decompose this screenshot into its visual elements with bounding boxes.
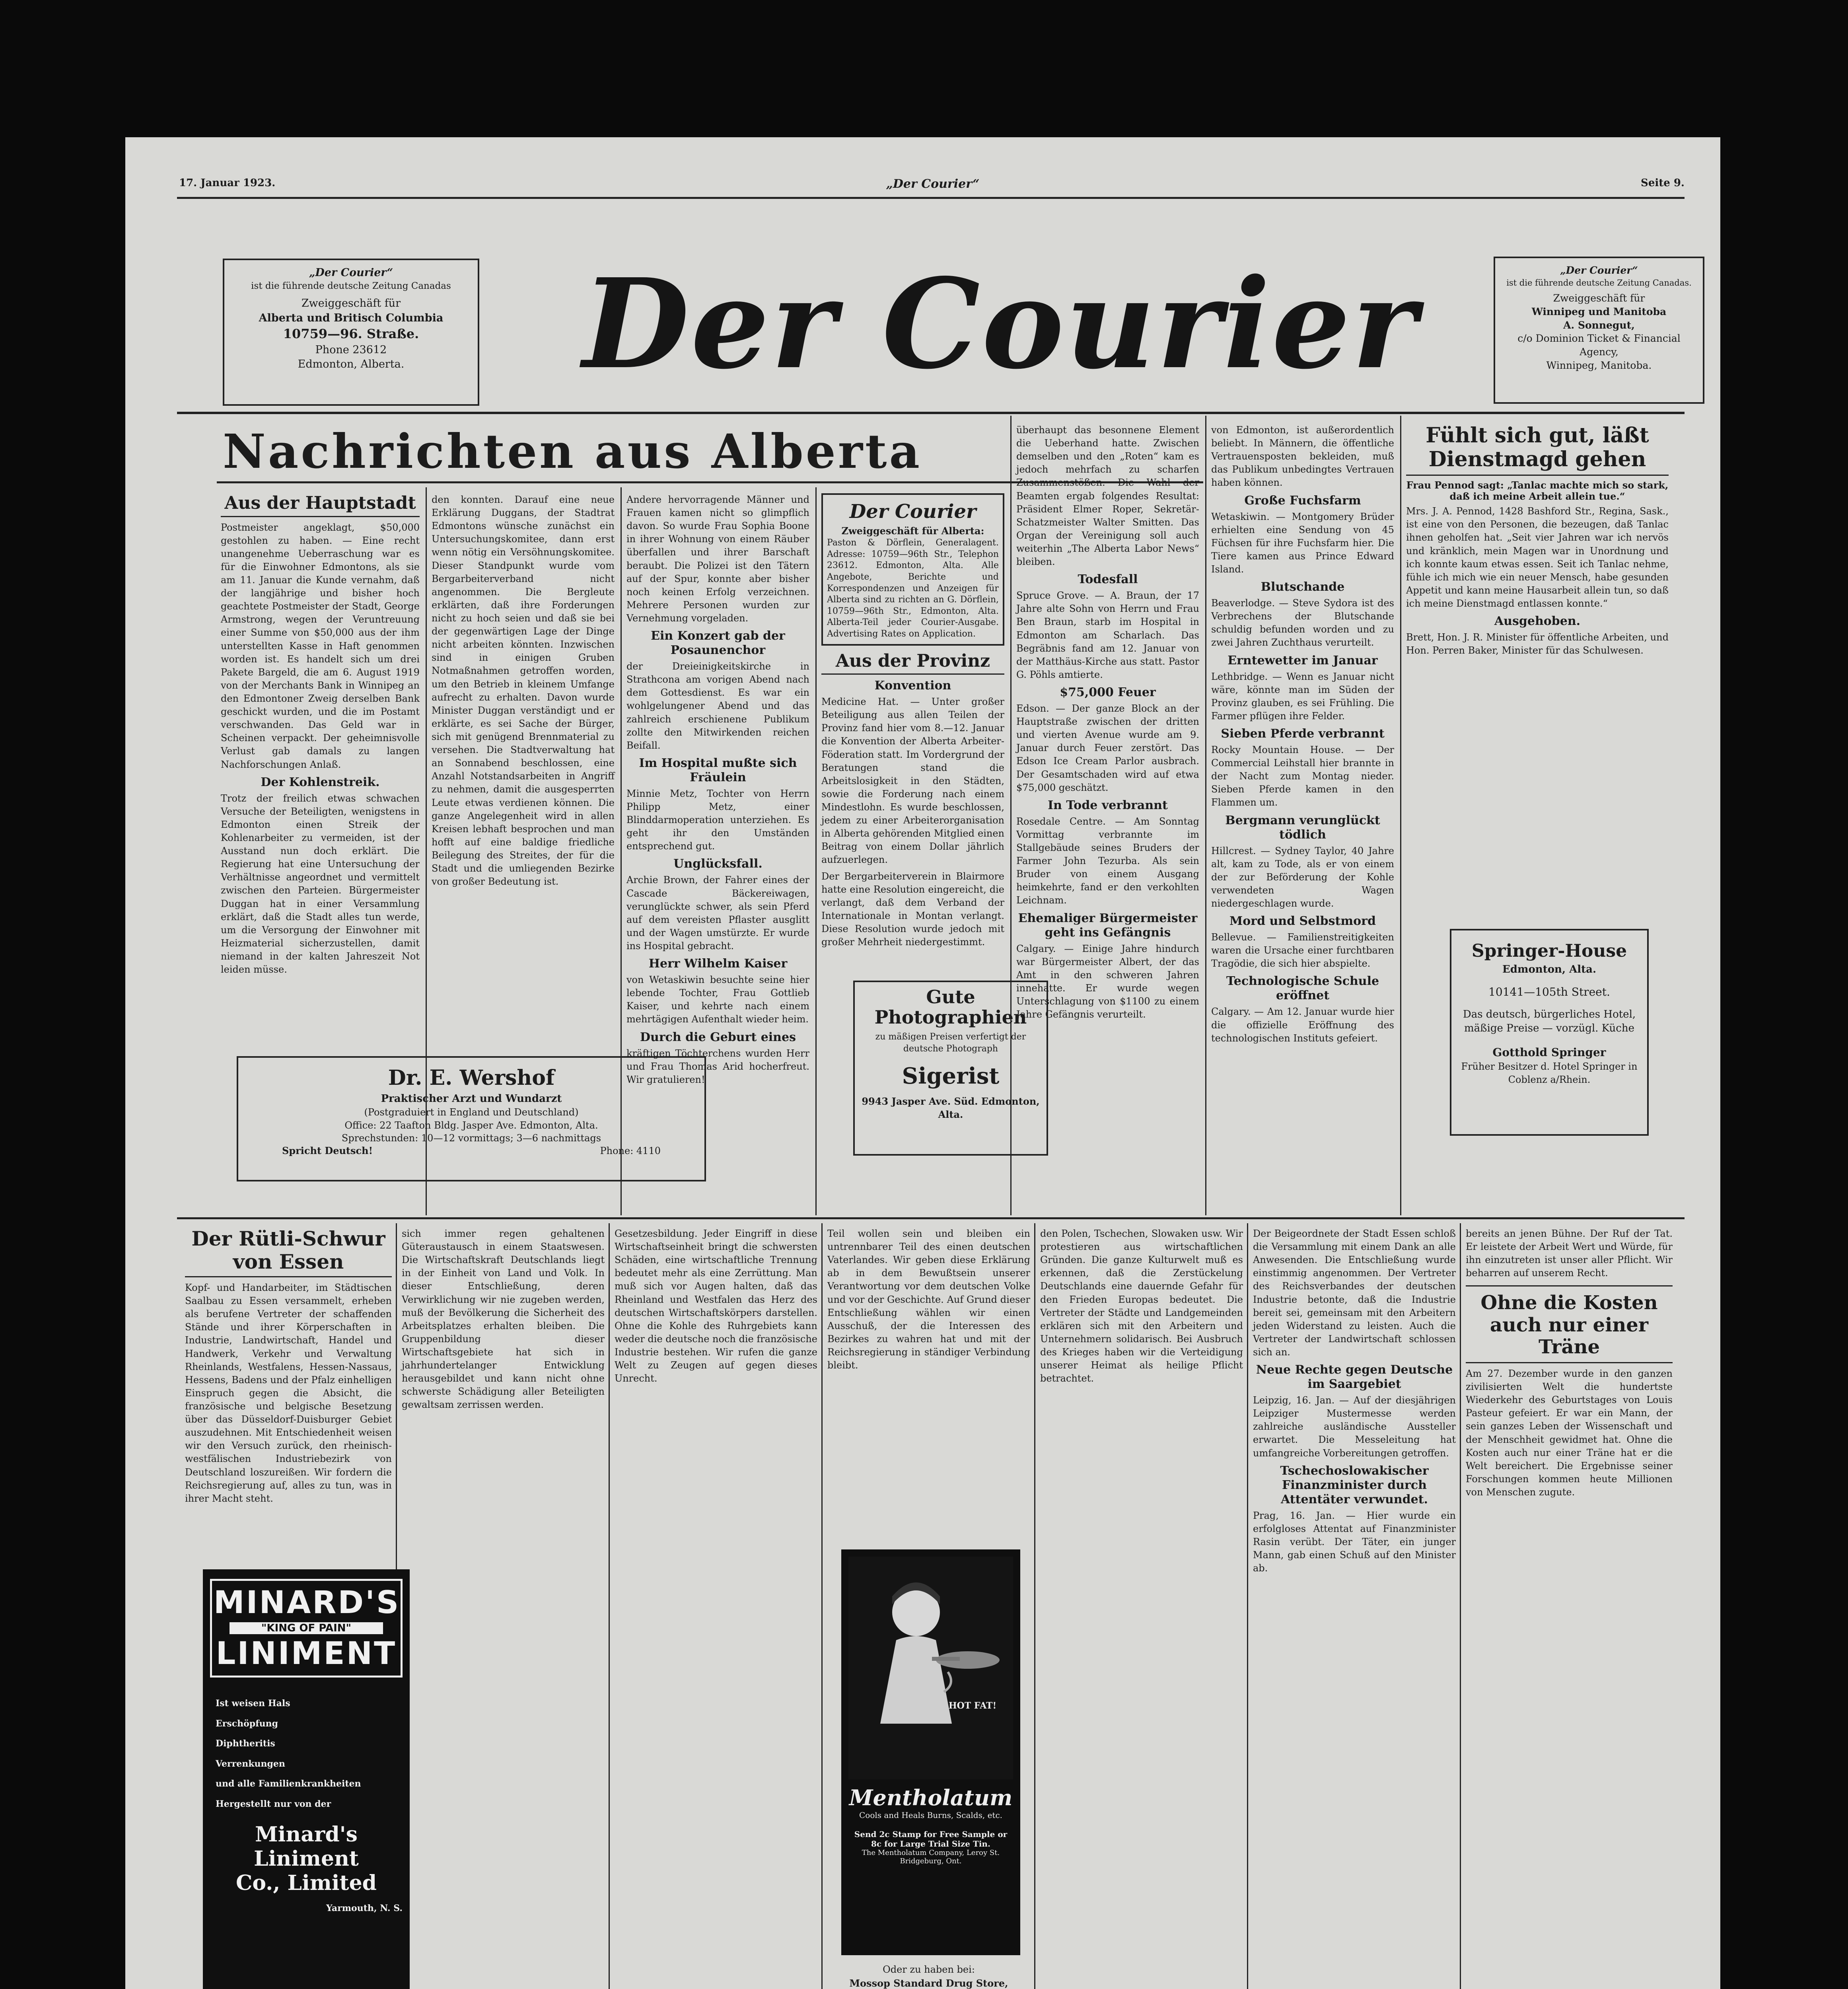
article-text: Wetaskiwin. — Montgomery Brüder erhielten eine Sendung von 45 Füchsen für ihre Fuchsfarm hier. Die Tiere kamen aus Prince Edward Island. <box>1211 511 1394 575</box>
ad-line: und alle Familienkrankheiten <box>216 1779 361 1789</box>
article-text: Trotz der freilich etwas schwachen Versuche der Beteiligten, wenigstens in Edmonton einen Streik der Kohlenarbeiter zu vermeiden, ist der Ausstand nun doch erklärt. Die Regierung hat eine Untersuchung der Verhältnisse angeordnet und vermittelt zwischen den Parteien. Bürgermeister Duggan hat in einer Versammlung erklärt, daß die Stadt alles tun werde, um die Versorgung der Einwohner mit Heizmaterial sicherzustellen, damit niemand in der kalten Jahreszeit Not leiden müsse. <box>221 792 420 975</box>
running-title: „Der Courier“ <box>886 177 980 191</box>
lower-column-5 <box>1040 1227 1243 1989</box>
courier-info-box <box>821 493 1004 646</box>
column-5 <box>1016 424 1199 1203</box>
ad-line: Co., Limited <box>235 1870 377 1895</box>
ad-line: (Postgraduiert in England und Deutschland) <box>364 1107 579 1118</box>
article-text: von Wetaskiwin besuchte seine hier lebende Tochter, Frau Gottlieb Kaiser, und kehrte nach einem mehrtägigen Aufenthalt wieder heim. <box>626 974 809 1025</box>
box-text: Paston & Dörflein, Generalagent. Adresse: 10759—96th Str., Telephon 23612. Edmonton, Alta. Alle Angebote, Berichte und Korrespondenzen und Anzeigen für Alberta sind zu richten an G. Dörflein, 10759—96th Str., Edmonton, Alta. Alberta-Teil jeder Courier-Ausgabe. Advertising Rates on Application. <box>827 538 999 639</box>
article-text: Hillcrest. — Sydney Taylor, 40 Jahre alt, kam zu Tode, als er von einem der zur Beförderung der Kohle verwendeten Wagen niedergeschlagen wurde. <box>1211 845 1394 909</box>
ear-right-line: Zweiggeschäft für <box>1553 292 1645 304</box>
ear-right-line: Winnipeg und Manitoba <box>1531 306 1667 317</box>
article-subheading: Durch die Geburt eines <box>640 1030 796 1044</box>
issue-date: 17. Januar 1923. <box>179 177 276 189</box>
article-text: Der Bergarbeiterverein in Blairmore hatte eine Resolution eingereicht, die verlangt, daß dem Verband der Internationale in Montan verlangt. Diese Resolution wurde jedoch mit großer Mehrheit niedergestimmt. <box>821 870 1004 948</box>
article-text: Bellevue. — Familienstreitigkeiten waren die Ursache einer furchtbaren Tragödie, die sich hier abspielte. <box>1211 932 1394 969</box>
column-4 <box>821 493 1004 948</box>
article-text: von Edmonton, ist außerordentlich beliebt. In Männern, die öffentliche Vertrauensposten bekleiden, muß das Publikum unbedingtes Vertrauen haben können. <box>1211 424 1394 488</box>
article-text: Prag, 16. Jan. — Hier wurde ein erfolgloses Attentat auf Finanzminister Rasin verübt. Der Täter, ein junger Mann, gab einen Schuß auf den Minister ab. <box>1253 1510 1456 1574</box>
header-rule <box>177 197 1685 199</box>
wershof-ad <box>237 1056 706 1181</box>
ad-line: "KING OF PAIN" <box>230 1622 383 1634</box>
column-rule <box>1034 1223 1035 1989</box>
article-text: den konnten. Darauf eine neue Erklärung Duggans, der Stadtrat Edmontons wünsche zunächst ein Untersuchungskomitee, dann erst wenn nötig ein Versöhnungskomitee. Dieser Standpunkt wurde vom Bergarbeiterverband nicht angenommen. Die Bergleute erklärten, daß ihre Forderungen nicht zu hoch seien und daß sie bei der gegenwärtigen Lage der Dinge nicht arbeiten könnten. Inzwischen sind in einigen Gruben Notmaßnahmen getroffen worden, um den Betrieb in kleinem Umfange aufrecht zu erhalten. Davon wurde Minister Duggan verständigt und er erklärte, es sei Sache der Bürger, sich mit genügend Brennmaterial zu versehen. Die Stadtverwaltung hat an Sonnabend beschlossen, eine Anzahl Notstandsarbeiten in Angriff zu nehmen, damit die ausgesperrten Leute etwas verdienen können. Die ganze Angelegenheit wird in allen Kreisen lebhaft besprochen und man hofft auf eine baldige friedliche Beilegung des Streites, der für die Stadt und die umliegenden Bezirke von großer Bedeutung ist. <box>432 494 615 887</box>
section-heading: Fühlt sich gut, läßt Dienstmagd gehen <box>1426 423 1649 471</box>
article-text: der Dreieinigkeitskirche in Strathcona am vorigen Abend nach dem Gottesdienst. Es war ein wohlgelungener Abend und das zahlreich erschienene Publikum zollte den Mitwirkenden reichen Beifall. <box>626 661 809 751</box>
column-rule <box>1400 416 1401 1215</box>
ad-line: Send 2c Stamp for Free Sample or 8c for Large Trial Size Tin. <box>854 1829 1008 1849</box>
heading-rule <box>821 673 1004 675</box>
ad-line: Hergestellt nur von der <box>216 1798 331 1809</box>
article-text: Der Beigeordnete der Stadt Essen schloß die Versammlung mit einem Dank an alle Anwesenden. Die Entschließung wurde einstimmig angenommen. Der Vertreter des Reichsverbandes der deutschen Industrie betonte, daß die Industrie bereit sei, gemeinsam mit den Arbeitern jeden Widerstand zu leisten. Auch die Vertreter der Landwirtschaft schlossen sich an. <box>1253 1228 1456 1358</box>
article-text: Gesetzesbildung. Jeder Eingriff in diese Wirtschaftseinheit bringt die schwersten Schäden, eine wirtschaftliche Trennung bedeutet mehr als eine Zerrüttung. Man muß sich vor Augen halten, daß das Rheinland und Westfalen das Herz des deutschen Wirtschaftskörpers darstellen. Ohne die Kohle des Ruhrgebiets kann weder die deutsche noch die französische Industrie bestehen. Wir rufen die ganze Welt zu Zeugen auf gegen dieses Unrecht. <box>615 1228 817 1384</box>
woman-with-pan-illustration <box>848 1557 1013 1779</box>
ear-right-box <box>1494 257 1704 404</box>
ad-footer <box>250 1144 693 1157</box>
ad-text: Früher Besitzer d. Hotel Springer in Coblenz a/Rhein. <box>1461 1061 1638 1085</box>
column-rule <box>1247 1223 1248 1989</box>
article-text: Beaverlodge. — Steve Sydora ist des Verbrechens der Blutschande schuldig befunden worden und zu zwei Jahren Zuchthaus verurteilt. <box>1211 597 1394 648</box>
lower-column-1 <box>185 1227 392 1541</box>
article-subheading: Erntewetter im Januar <box>1227 653 1378 668</box>
article-subheading: Neue Rechte gegen Deutsche im Saargebiet <box>1256 1363 1453 1392</box>
article-subheading: Ehemaliger Bürgermeister geht ins Gefängnis <box>1018 911 1198 940</box>
minards-ad <box>203 1569 410 1989</box>
ear-right-line: ist die führende deutsche Zeitung Canadas. <box>1506 278 1692 288</box>
article-text: Archie Brown, der Fahrer eines der Cascade Bäckereiwagen, verunglückte schwer, als sein Pferd auf dem vereisten Pflaster ausglitt und der Wagen umstürzte. Er wurde ins Hospital gebracht. <box>626 874 809 952</box>
masthead: Der Courier <box>582 252 1418 397</box>
springer-house-ad <box>1450 929 1649 1136</box>
article-text: Brett, Hon. J. R. Minister für öffentliche Arbeiten, und Hon. Perren Baker, Minister für das Schulwesen. <box>1406 632 1669 656</box>
ad-owner: Gotthold Springer <box>1492 1046 1606 1059</box>
column-rule <box>815 487 817 1215</box>
ad-line: Cools and Heals Burns, Scalds, etc. <box>859 1810 1003 1820</box>
ear-left-line: Phone 23612 <box>315 343 387 356</box>
article-text: Rocky Mountain House. — Der Commercial Leihstall hier brannte in der Nacht zum Montag nieder. Sieben Pferde kamen in den Flammen um. <box>1211 744 1394 808</box>
article-subheading: Im Hospital mußte sich Fräulein <box>639 756 797 784</box>
ad-line: Spricht Deutsch! <box>282 1145 373 1157</box>
ad-title: Gute Photographien <box>874 986 1027 1028</box>
section-heading: Der Rütli-Schwur von Essen <box>191 1227 385 1273</box>
ad-line: LINIMENT <box>216 1636 397 1672</box>
article-subheading: Blutschande <box>1261 580 1345 594</box>
ad-title: Springer-House <box>1471 941 1627 961</box>
article-text: Spruce Grove. — A. Braun, der 17 Jahre alte Sohn von Herrn und Frau Ben Braun, starb im Hospital in Edmonton am Scharlach. Das Begräbnis fand am 12. Januar von der Matthäus-Kirche aus statt. Pastor G. Pöhls amtierte. <box>1016 590 1199 680</box>
article-subheading: $75,000 Feuer <box>1060 685 1156 699</box>
ear-right-line: A. Sonnegut, <box>1563 319 1635 331</box>
ad-name: Dr. E. Wershof <box>388 1066 555 1090</box>
heading-rule <box>1466 1285 1673 1286</box>
ear-right-line: Winnipeg, Manitoba. <box>1546 359 1652 371</box>
lower-column-4 <box>827 1227 1030 1537</box>
article-subheading: Große Fuchsfarm <box>1244 493 1361 508</box>
article-subheading: Mord und Selbstmord <box>1229 914 1376 928</box>
article-text: Calgary. — Am 12. Januar wurde hier die offizielle Eröffnung des technologischen Instituts gefeiert. <box>1211 1006 1394 1044</box>
mentholatum-ad <box>841 1549 1020 1955</box>
article-text: Lethbridge. — Wenn es Januar nicht wäre, könnte man im Süden der Provinz glauben, es sei Frühling. Die Farmer pflügen ihre Felder. <box>1211 671 1394 722</box>
article-text: bereits an jenen Bühne. Der Ruf der Tat. Er leistete der Arbeit Wert und Würde, für ihn einzutreten ist unser aller Pflicht. Wir beharren auf unserem Recht. <box>1466 1228 1673 1279</box>
ad-line: MINARD'S <box>214 1585 401 1621</box>
ad-line: Mossop Standard Drug Store, <box>849 1977 1008 1989</box>
lower-column-2 <box>402 1227 605 1989</box>
mentholatum-dealers <box>827 1963 1030 1989</box>
article-text: Medicine Hat. — Unter großer Beteiligung aus allen Teilen der Provinz fand hier vom 8.—12. Januar die Konvention der Alberta Arbeiter-Föderation statt. Im Vordergrund der Beratungen stand die Arbeitslosigkeit in den Städten, sowie die Forderung nach einem Mindestlohn. Es wurde beschlossen, jedem zu einer Arbeiterorganisation in Alberta gehörenden Mitglied einen Beitrag von einem Dollar jährlich aufzuerlegen. <box>821 696 1004 866</box>
article-text: Andere hervorragende Männer und Frauen kamen nicht so glimpflich davon. So wurde Frau Sophia Boone in ihrer Wohnung von einem Räuber überfallen und ihrer Barschaft beraubt. Die Polizei ist den Tätern auf der Spur, konnte aber bisher noch keinen Erfolg verzeichnen. Mehrere Personen wurden zur Vernehmung vorgeladen. <box>626 494 809 624</box>
ad-name: Sigerist <box>902 1063 1000 1089</box>
ear-left-line: Edmonton, Alberta. <box>298 358 405 370</box>
box-subtitle: Zweiggeschäft für Alberta: <box>841 525 984 537</box>
lower-column-3 <box>615 1227 817 1989</box>
ear-left-line: Alberta und Britisch Columbia <box>259 311 444 324</box>
article-subheading: Bergmann verunglückt tödlich <box>1225 813 1380 842</box>
lower-column-6 <box>1253 1227 1456 1989</box>
article-text: Leipzig, 16. Jan. — Auf der diesjährigen Leipziger Mustermesse werden zahlreiche ausländische Aussteller erwartet. Die Messeleitung hat umfangreiche Vorbereitungen getroffen. <box>1253 1395 1456 1459</box>
ad-line: The Mentholatum Company, Leroy St. Bridgeburg, Ont. <box>862 1849 1000 1865</box>
heading-rule <box>1466 1362 1673 1363</box>
article-text: Postmeister angeklagt, $50,000 gestohlen zu haben. — Eine recht unangenehme Ueberraschung war es für die Einwohner Edmontons, als sie am 11. Januar die Kunde vernahm, daß der langjährige und bisher hoch geachtete Postmeister der Stadt, George Armstrong, wegen der Veruntreuung einer Summe von $50,000 aus der ihm unterstellten Kasse in Haft genommen worden ist. Es handelt sich um drei Pakete Bargeld, die am 6. August 1919 von der Merchants Bank in Winnipeg an den Edmontoner Zweig derselben Bank geschickt wurden, und die im Postamt verschwanden. Das Geld war in Scheinen verpackt. Der geheimnisvolle Verlust gab damals zu langen Nachforschungen Anlaß. <box>221 522 420 770</box>
column-rule <box>609 1223 610 1989</box>
section-rule <box>177 1217 1685 1219</box>
ad-line: Ist weisen Hals <box>216 1698 290 1709</box>
article-text: Calgary. — Einige Jahre hindurch war Bürgermeister Albert, der das Amt in den schweren Jahren innehatte. Er wurde wegen Unterschlagung von $1100 zu einem Jahre Gefängnis verurteilt. <box>1016 943 1199 1020</box>
article-text: Edson. — Der ganze Block an der Hauptstraße zwischen der dritten und vierten Avenue wurde am 9. Januar durch Feuer zerstört. Das Edson Ice Cream Parlor ausbrach. Der Gesamtschaden wird auf etwa $75,000 geschätzt. <box>1016 703 1199 793</box>
article-subheading: Konvention <box>874 679 951 693</box>
ad-line: HOT FAT! <box>948 1701 997 1711</box>
heading-rule <box>185 1276 392 1277</box>
article-text: Teil wollen sein und bleiben ein untrennbarer Teil des einen deutschen Vaterlandes. Wir geben diese Erklärung ab in dem Bewußtsein unserer Verantwortung vor dem deutschen Volke und vor der Geschichte. Auf Grund dieser Entschließung wählen wir einen Ausschuß, der die Interessen des Bezirkes zu wahren hat und mit der Reichsregierung in ständiger Verbindung bleibt. <box>827 1228 1030 1371</box>
ear-right-line: Agency, <box>1580 346 1618 358</box>
ad-line: Oder zu haben bei: <box>883 1964 975 1975</box>
article-subheading: Der Kohlenstreik. <box>261 775 380 789</box>
ad-address: 9943 Jasper Ave. Süd. Edmonton, Alta. <box>862 1096 1040 1120</box>
ear-left-line: Zweiggeschäft für <box>301 297 401 310</box>
lower-column-7 <box>1466 1227 1673 1989</box>
article-subheading: Unglücksfall. <box>673 857 763 871</box>
article-text: überhaupt das besonnene Element die Ueberhand hatte. Zwischen demselben und den „Roten“ kam es jedoch mehrfach zu scharfen Zusammenstößen. Die Wahl der Beamten ergab folgendes Resultat: Präsident Elmer Roper, Sekretär-Schatzmeister Walter Smitten. Das Organ der Vereinigung soll auch weiterhin „The Alberta Labor News“ bleiben. <box>1016 424 1199 568</box>
ear-right-line: „Der Courier“ <box>1560 265 1638 276</box>
article-text: Minnie Metz, Tochter von Herrn Philipp Metz, einer Blinddarmoperation unterziehen. Es geht ihr den Umständen entsprechend gut. <box>626 788 809 852</box>
article-subheading: Frau Pennod sagt: „Tanlac machte mich so stark, daß ich meine Arbeit allein tue.“ <box>1406 479 1669 502</box>
article-text: Kopf- und Handarbeiter, im Städtischen Saalbau zu Essen versammelt, erheben als berufene Vertreter der schaffenden Stände und ihrer Körperschaften in Industrie, Landwirtschaft, Handel und Handwerk, Verkehr und Verwaltung Rheinlands, Westfalens, Hessen-Nassaus, Hessens, Badens und der Pfalz einhelligen Einspruch gegen die Absicht, die französische und belgische Besetzung über das Düsseldorf-Duisburger Gebiet auszudehnen. Mit Entschiedenheit weisen wir den Versuch zurück, den rheinisch-westfälischen Industriebezirk von Deutschland loszureißen. Wir fordern die Reichsregierung auf, alles zu tun, was in ihrer Macht steht. <box>185 1282 392 1504</box>
ear-left-box <box>223 259 479 406</box>
article-subheading: Sieben Pferde verbrannt <box>1221 726 1385 741</box>
ad-line: Verrenkungen <box>216 1758 285 1769</box>
page-number: Seite 9. <box>1641 177 1685 189</box>
page-title: Nachrichten aus Alberta <box>223 424 922 479</box>
article-text: Rosedale Centre. — Am Sonntag Vormittag verbrannte im Stallgebäude seines Bruders der Farmer John Tezurba. Als sein Bruder von einem Ausgang heimkehrte, fand er den verkohlten Leichnam. <box>1016 815 1199 906</box>
newspaper-page <box>125 137 1720 1989</box>
section-heading: Aus der Hauptstadt <box>224 493 416 513</box>
column-rule <box>1460 1223 1461 1989</box>
section-heading: Aus der Provinz <box>835 650 990 671</box>
box-title: Der Courier <box>849 500 977 523</box>
ad-line: Office: 22 Taafton Bldg. Jasper Ave. Edmonton, Alta. <box>344 1119 598 1131</box>
ad-text: Das deutsch, bürgerliches Hotel, mäßige Preise — vorzügl. Küche <box>1463 1008 1636 1035</box>
ear-left-line: 10759—96. Straße. <box>283 326 419 342</box>
column-rule <box>1205 416 1206 1215</box>
article-text: sich immer regen gehaltenen Güteraustausch in einem Staatswesen. Die Wirtschaftskraft Deutschlands liegt in der Einheit von Land und Volk. In dieser Entschließung, deren Verwirklichung wir nie zugeben werden, muß der Bevölkerung die Sicherheit des Arbeitsplatzes erhalten bleiben. Die Gruppenbildung dieser Wirtschaftsgebiete hat sich in jahrhundertelanger Entwicklung herausgebildet und kann nicht ohne schwerste Schädigung aller Beteiligten gewaltsam zerrissen werden. <box>402 1228 605 1411</box>
article-text: Am 27. Dezember wurde in den ganzen zivilisierten Welt die hundertste Wiederkehr des Geburtstages von Louis Pasteur gefeiert. Er war ein Mann, der sein ganzes Leben der Wissenschaft und der Menschheit gewidmet hat. Ohne die Kosten auch nur einer Träne hat er die Welt bereichert. Die Ergebnisse seiner Forschungen kommen heute Millionen von Menschen zugute. <box>1466 1368 1673 1498</box>
ad-subtitle: zu mäßigen Preisen verfertigt der deutsche Photograph <box>875 1032 1026 1054</box>
ad-line: Minard's Liniment <box>254 1822 359 1871</box>
minards-logo <box>210 1579 403 1678</box>
ear-left-line: ist die führende deutsche Zeitung Canadas <box>251 281 451 292</box>
article-text: Mrs. J. A. Pennod, 1428 Bashford Str., Regina, Sask., ist eine von den Personen, die bezeugen, daß Tanlac ihnen geholfen hat. „Seit vier Jahren war ich nervös und kränklich, mein Magen war in Unordnung und ich konnte kaum etwas essen. Seit ich Tanlac nehme, fühle ich mich wie ein neuer Mensch, habe gesunden Appetit und kann meine Hausarbeit allein tun, so daß ich meine Dienstmagd entlassen konnte.“ <box>1406 506 1669 609</box>
ad-address: 10141—105th Street. <box>1488 985 1610 999</box>
minards-uses <box>210 1693 403 1814</box>
ad-line: Diphtheritis <box>216 1738 275 1749</box>
masthead-rule <box>177 412 1685 414</box>
article-subheading: Herr Wilhelm Kaiser <box>648 957 788 971</box>
heading-rule <box>221 516 420 517</box>
ear-left-line: „Der Courier“ <box>309 267 393 279</box>
article-subheading: Ein Konzert gab der Posaunenchor <box>651 629 785 658</box>
ad-line: Phone: 4110 <box>600 1145 661 1157</box>
article-subheading: In Tode verbrannt <box>1048 798 1168 812</box>
article-text: kräftigen Töchterchens wurden Herr und Frau Thomas Arid hocherfreut. Wir gratulieren! <box>626 1047 809 1085</box>
article-subheading: Technologische Schule eröffnet <box>1226 974 1379 1003</box>
ad-line: Sprechstunden: 10—12 vormittags; 3—6 nachmittags <box>341 1133 601 1144</box>
article-subheading: Ausgehoben. <box>1494 614 1581 629</box>
ad-role: Praktischer Arzt und Wundarzt <box>381 1093 562 1105</box>
article-subheading: Tschechoslowakischer Finanzminister durch Attentäter verwundet. <box>1280 1464 1429 1506</box>
column-rule <box>821 1223 823 1989</box>
ad-line: Erschöpfung <box>216 1718 278 1729</box>
article-text: den Polen, Tschechen, Slowaken usw. Wir protestieren aus wirtschaftlichen Gründen. Die ganze Kulturwelt muß es erkennen, daß die Zerstückelung Deutschlands eine dauernde Gefahr für den Frieden Europas bedeutet. Die Vertreter der Städte und Landgemeinden erklären sich mit den Arbeitern und Unternehmern solidarisch. Bei Ausbruch des Krieges haben wir die Verteidigung unserer Heimat als heilige Pflicht betrachtet. <box>1040 1228 1243 1384</box>
article-subheading: Todesfall <box>1078 572 1138 587</box>
ad-brand: Mentholatum <box>849 1785 1013 1810</box>
column-6 <box>1211 424 1394 1203</box>
ear-right-line: c/o Dominion Ticket & Financial <box>1517 333 1681 344</box>
ad-line: Yarmouth, N. S. <box>326 1903 403 1913</box>
ad-city: Edmonton, Alta. <box>1502 963 1597 976</box>
section-heading: Ohne die Kosten auch nur einer Träne <box>1480 1292 1658 1358</box>
heading-rule <box>1406 475 1669 476</box>
